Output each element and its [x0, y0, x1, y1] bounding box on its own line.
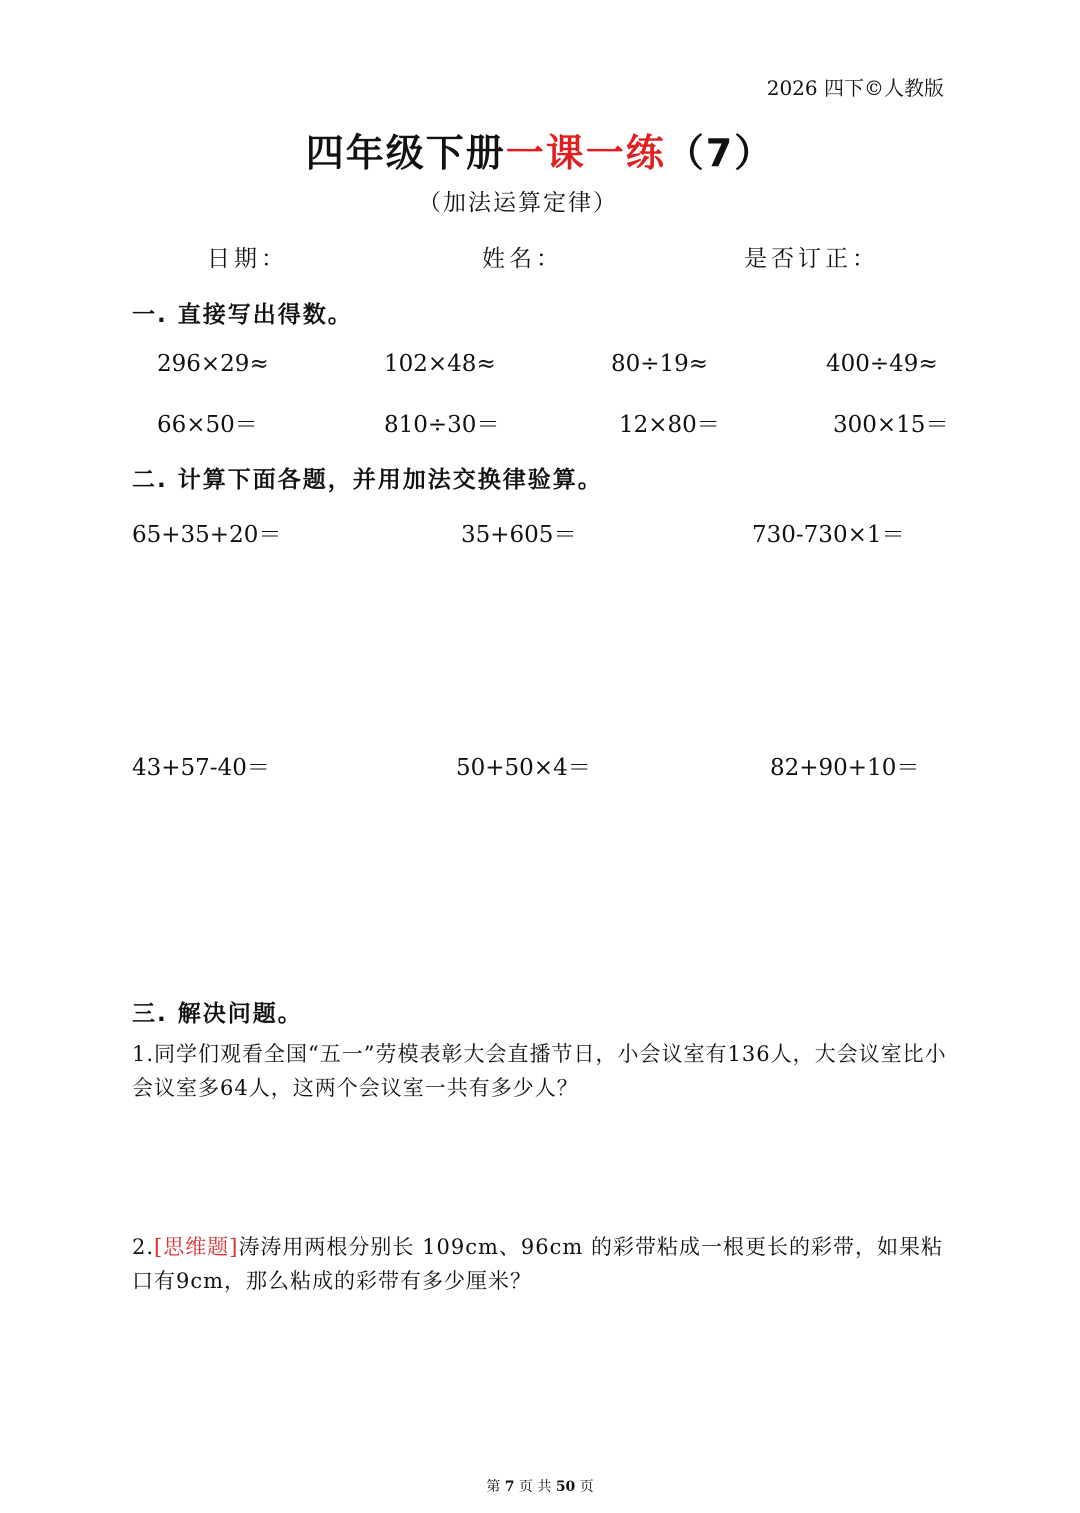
footer-text: 页 — [579, 1479, 594, 1495]
calc-item: 35+605＝ — [461, 522, 577, 548]
corrected-field-label: 是否订正： — [744, 246, 879, 272]
total-page-count: 50 — [555, 1479, 576, 1495]
oral-item: 300×15＝ — [833, 412, 949, 438]
calc-item: 82+90+10＝ — [770, 755, 920, 781]
oral-item: 400÷49≈ — [826, 351, 938, 377]
thinking-tag: [思维题] — [154, 1235, 239, 1259]
oral-item: 66×50＝ — [157, 412, 258, 438]
title-highlight: 一课一练 — [505, 131, 666, 175]
oral-item: 12×80＝ — [619, 412, 720, 438]
section-3-title: 三. 解决问题。 — [132, 1001, 303, 1027]
name-field-label: 姓名： — [482, 246, 563, 272]
section-1-title: 一. 直接写出得数。 — [132, 302, 353, 328]
section-2-title: 二. 计算下面各题，并用加法交换律验算。 — [132, 467, 603, 493]
page-subtitle: （加法运算定律） — [418, 190, 618, 216]
page-title — [0, 122, 1080, 177]
current-page-number: 7 — [504, 1479, 515, 1495]
calc-item: 50+50×4＝ — [456, 755, 591, 781]
page-footer — [0, 1476, 1080, 1496]
date-field-label: 日期： — [207, 246, 288, 272]
calc-item: 65+35+20＝ — [132, 522, 282, 548]
oral-item: 80÷19≈ — [611, 351, 709, 377]
title-grade: 四年级下册 — [305, 131, 506, 175]
problem-2-number: 2. — [132, 1235, 155, 1259]
calc-item: 43+57-40＝ — [132, 755, 270, 781]
title-number: （7） — [665, 131, 775, 175]
oral-item: 102×48≈ — [384, 351, 496, 377]
edition-label: 2026 四下©人教版 — [766, 76, 944, 100]
oral-item: 810÷30＝ — [384, 412, 500, 438]
footer-text: 页 共 — [518, 1479, 552, 1495]
problem-2-text: 涛涛用两根分别长 109cm、96cm 的彩带粘成一根更长的彩带，如果粘口有9cm，那么粘成的彩带有多少厘米？ — [132, 1235, 943, 1293]
oral-item: 296×29≈ — [157, 351, 269, 377]
calc-item: 730-730×1＝ — [752, 522, 905, 548]
footer-text: 第 — [486, 1479, 501, 1495]
word-problem-1: 1.同学们观看全国“五一”劳模表彰大会直播节日，小会议室有136人，大会议室比小会议室多64人，这两个会议室一共有多少人？ — [132, 1042, 947, 1100]
word-problem-2 — [132, 1230, 952, 1298]
